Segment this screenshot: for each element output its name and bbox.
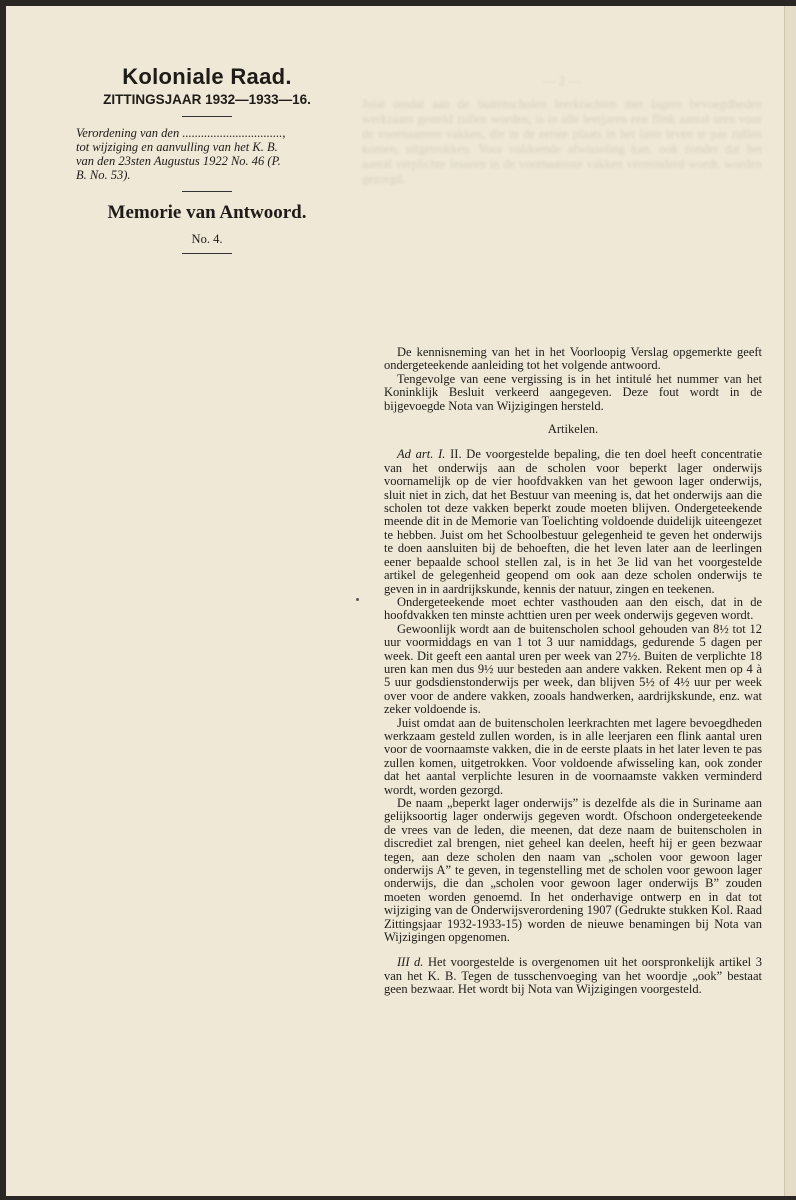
paragraph: Ondergeteekende moet echter vasthouden aan den eisch, dat in de hoofdvakken ten minste achttien uren per week onderwijs gegeven wordt. (384, 594, 762, 623)
paragraph: Tengevolge van eene vergissing is in het intitulé het nummer van het Koninklijk Besluit verkeerd aangegeven. Deze fout wordt in de bijgevoegde Nota van Wijzigingen hersteld. (384, 371, 762, 413)
paragraph: Gewoonlijk wordt aan de buitenscholen school gehouden van 8½ tot 12 uur voormiddags en van 1 tot 3 uur namiddags, gedurende 5 dagen per week. Dit geeft een aantal uren per week van 27½. Buiten de verplichte 18 uren kan men dus 9½ uur besteden aan andere vakken. Rekent men op 4 à 5 uur godsdienstonderwijs per week, dan blijven 5½ of 4½ uur per week over voor de andere vakken, zooals handwerken, aardrijkskunde, enz. wat zeker voldoende is. (384, 621, 762, 717)
paragraph: De naam „beperkt lager onderwijs” is dezelfde als die in Suriname aan gelijksoortig lager onderwijs gegeven wordt. Ofschoon ondergeteekende de vrees van de leden, die meenen, dat deze naam de buitenscholen in discrediet zal brengen, niet geheel kan deelen, heeft hij er geen bezwaar tegen, aan deze scholen den naam van „scholen voor gewoon lager onderwijs A” te geven, in tegenstelling met de scholen voor gewoon lager onderwijs, die dan „scholen voor gewoon lager onderwijs B” zouden moeten worden genoemd. In het onderhavige ontwerp en in dat tot wijziging van de Onderwijsverordening 1907 (Gedrukte stukken Kol. Raad Zittingsjaar 1932-1933-15) worden de nieuwe benamingen bij Nota van Wijzigingen opgenomen. (384, 796, 762, 945)
divider (182, 253, 232, 254)
council-title: Koloniale Raad. (122, 64, 292, 89)
article-text: II. De voorgestelde bepaling, die ten doel heeft concentratie van het onderwijs aan de scholen voor beperkt lager onderwijs voornamelijk op de vier hoofdvakken van het gewoon lager onderwijs, sluit niet in zich, dat het Bestuur van meening is, dat het onderwijs aan die scholen tot deze vakken beperkt zoude moeten blijven. Ondergeteekende meende dit in de Memorie van Toelichting voldoende duidelijk uiteengezet te hebben. Juist om het Schoolbestuur gelegenheid te geven het onderwijs te doen aansluiten bij de behoeften, die het leven later aan de leerlingen eener bepaalde school stellen zal, is in het 3e lid van het voorgestelde artikel de gelegenheid geopend om ook aan deze scholen onderwijs te geven in in aardrijkskunde, kennis der natuur, zingen en teekenen. (384, 447, 762, 596)
article-label: Ad art. I. (397, 447, 446, 462)
ordinance-line: Verordening van den ................................, (76, 126, 286, 140)
document-number: No. 4. (191, 232, 223, 246)
bleed-paragraph: Juist omdat aan de buitenscholen leerkrachten met lagere bevoegdheden werkzaam gesteld zullen worden, is in alle leerjaren een flink aantal uren voor de voornaamste vakken, die in de eerste plaats in het later leven te pas zullen komen, uitgetrokken. Voor voldoende afwisseling kan, ook zonder dat het aantal verplichte lesuren in de voornaamste vakken verminderd wordt, worden gezorgd. (362, 97, 762, 186)
paragraph: Juist omdat aan de buitenscholen leerkrachten met lagere bevoegdheden werkzaam gesteld zullen worden, is in alle leerjaren een flink aantal uren voor de voornaamste vakken, die in de eerste plaats in het later leven te pas zullen komen, uitgetrokken. Voor voldoende afwisseling kan, ook zonder dat het aantal verplichte lesuren in de voornaamste vakken verminderd wordt, worden gezorgd. (384, 715, 762, 797)
ordinance-title (72, 126, 342, 182)
ordinance-line: van den 23sten Augustus 1922 No. 46 (P. (76, 154, 281, 168)
ordinance-line: tot wijziging en aanvulling van het K. B. (76, 140, 278, 154)
bleed-page-number: — 2 — (543, 74, 581, 88)
article-text: Het voorgestelde is overgenomen uit het oorspronkelijk artikel 3 van het K. B. Tegen de tusschenvoeging van het woordje „ook” bestaat geen bezwaar. Het wordt bij Nota van Wijzigingen voorgesteld. (384, 955, 762, 997)
section-heading: Artikelen. (547, 422, 599, 437)
ink-speck (356, 598, 359, 601)
paragraph (384, 956, 762, 996)
bleed-through-text (362, 74, 762, 294)
document-type: Memorie van Antwoord. (107, 202, 307, 223)
header-block (72, 64, 342, 263)
session-year: ZITTINGSJAAR 1932—1933—16. (103, 92, 311, 107)
paragraph (384, 448, 762, 595)
divider (182, 191, 232, 192)
article-label: III d. (397, 955, 424, 970)
body-text (384, 346, 762, 997)
divider (182, 116, 232, 117)
paragraph: De kennisneming van het in het Voorloopig Verslag opgemerkte geeft ondergeteekende aanleiding tot het volgende antwoord. (384, 345, 762, 373)
ordinance-line: B. No. 53). (76, 168, 131, 182)
page-edge (784, 6, 796, 1196)
